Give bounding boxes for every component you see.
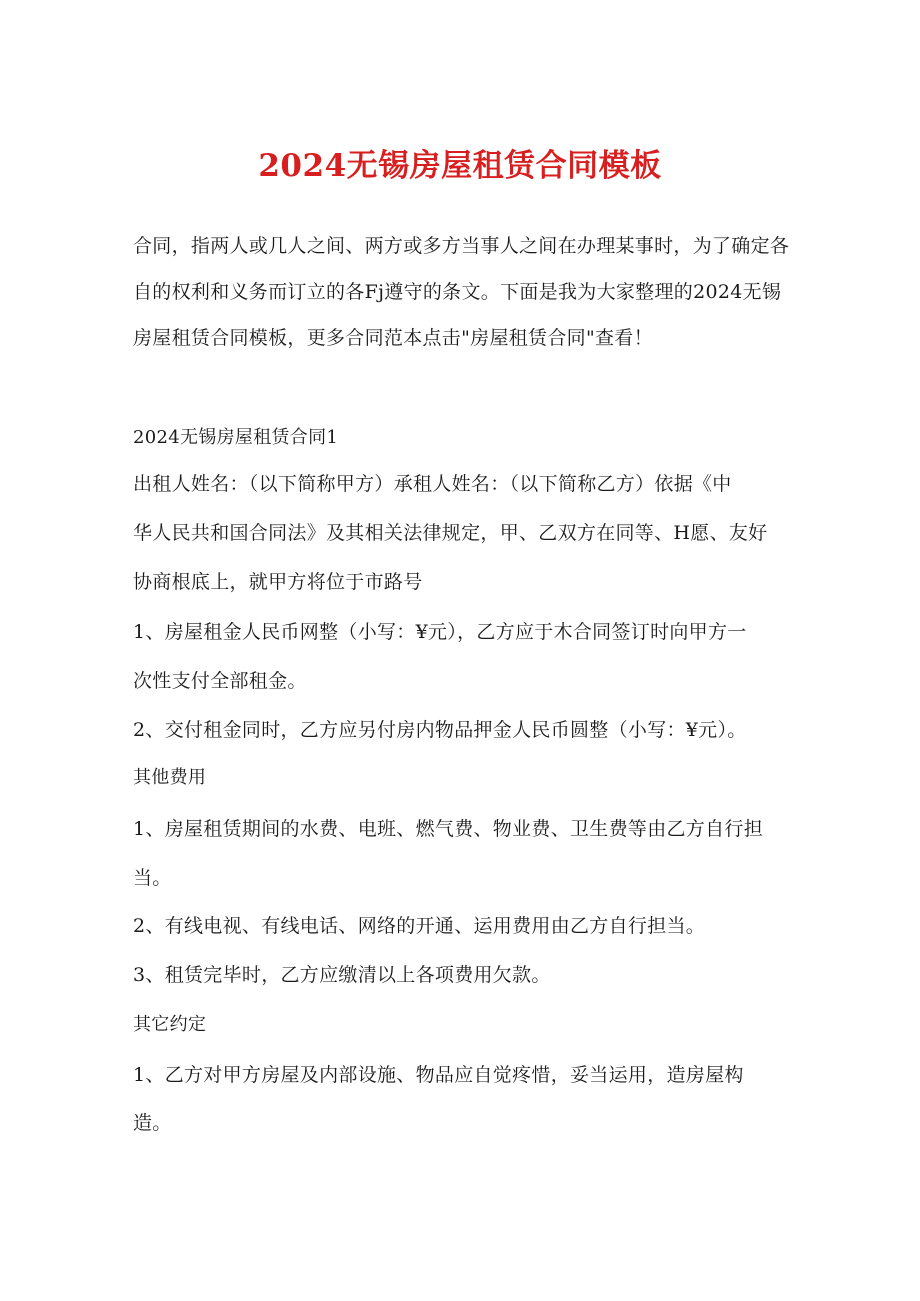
document-title: 2024无锡房屋租赁合同模板 (258, 148, 662, 184)
rent-clause-1-line-1: 1、房屋租金人民币网整（小写：¥元），乙方应于木合同签订时向甲方一 (133, 621, 747, 643)
fees-clause-1-line-2: 当。 (133, 867, 172, 889)
other-fees-heading: 其他费用 (133, 767, 207, 788)
contract-heading: 2024无锡房屋租赁合同1 (133, 427, 339, 448)
rent-clause-1-line-2: 次性支付全部租金。 (133, 670, 307, 692)
parties-line-2: 华人民共和国合同法》及其相关法律规定，甲、乙双方在同等、H愿、友好 (133, 522, 768, 544)
terms-clause-1-line-2: 造。 (133, 1112, 172, 1134)
terms-clause-1-line-1: 1、乙方对甲方房屋及内部设施、物品应自觉疼惜，妥当运用，造房屋构 (133, 1064, 744, 1086)
fees-clause-3: 3、租赁完毕时，乙方应缴清以上各项费用欠款。 (133, 964, 551, 986)
rent-clause-2: 2、交付租金同时，乙方应另付房内物品押金人民币圆整（小写：¥元）。 (133, 719, 747, 741)
intro-paragraph: 合同，指两人或几人之间、两方或多方当事人之间在办理某事时，为了确定各自的权利和义务而订立的各Fj遵守的条文。下面是我为大家整理的2024无锡房屋租赁合同模板，更多合同范本点击"房屋租赁合同"查看！ (133, 235, 790, 349)
parties-line-3: 协商根底上，就甲方将位于市路号 (133, 571, 423, 593)
fees-clause-1-line-1: 1、房屋租赁期间的水费、电班、燃气费、物业费、卫生费等由乙方自行担 (133, 818, 763, 840)
fees-clause-2: 2、有线电视、有线电话、网络的开通、运用费用由乙方自行担当。 (133, 915, 706, 937)
parties-line-1: 出租人姓名：（以下简称甲方）承租人姓名：（以下简称乙方）依据《中 (133, 473, 732, 495)
other-terms-heading: 其它约定 (133, 1014, 207, 1035)
